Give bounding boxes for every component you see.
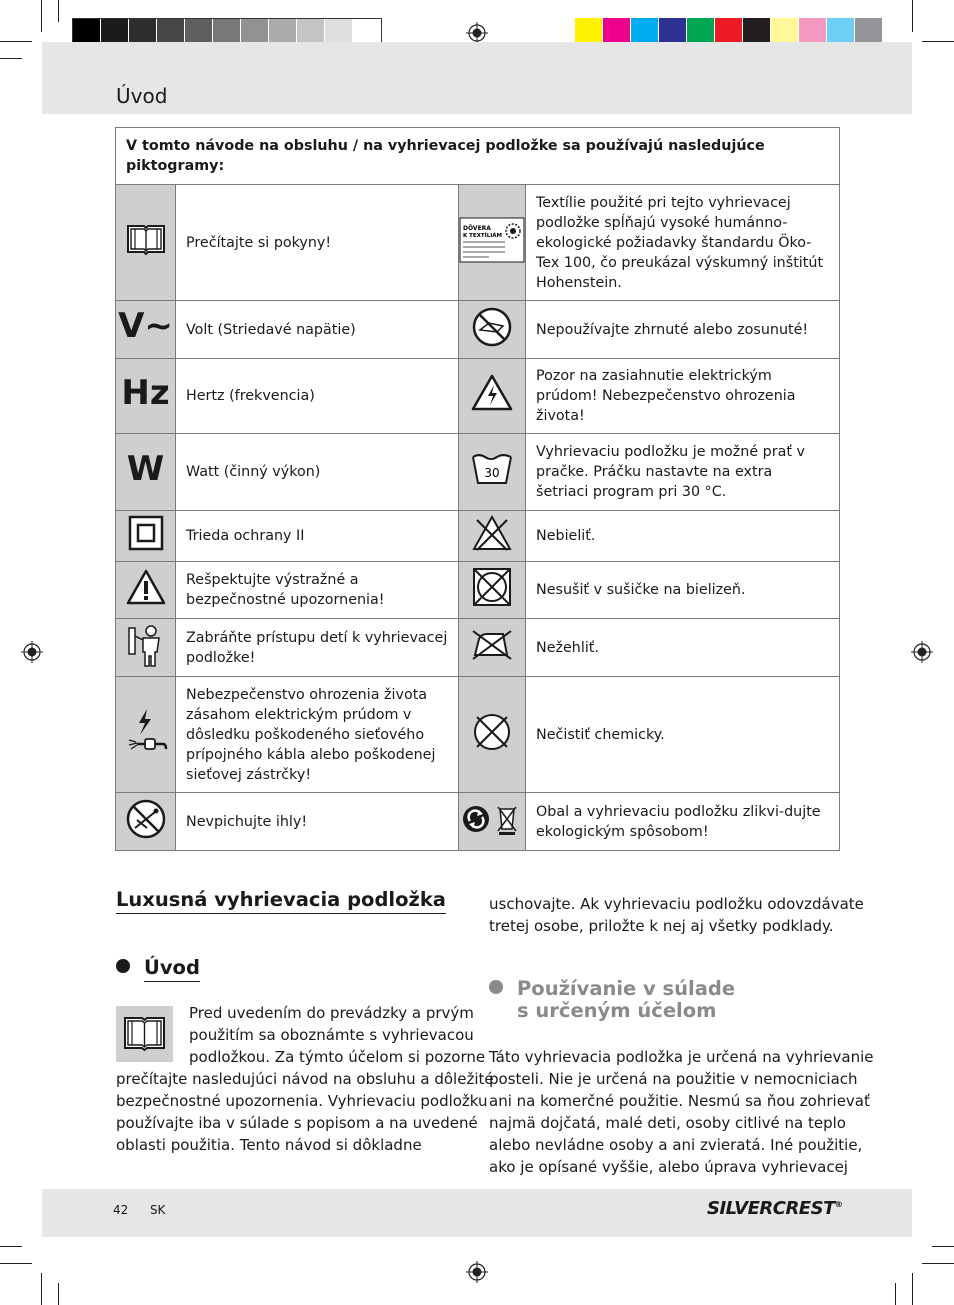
brand-name: SILVERCREST [707,1198,835,1219]
icon-cell [459,793,526,851]
keep-children-away-icon [125,622,167,668]
table-row [116,185,840,301]
registration-mark-icon [466,1261,488,1283]
crop-mark [0,58,22,59]
electric-hazard-icon [471,374,513,412]
crop-mark [912,1273,913,1305]
icon-cell [459,301,526,359]
icon-cell [459,619,526,677]
crop-mark [912,0,913,32]
icon-cell [459,562,526,619]
icon-cell [116,359,176,434]
table-row [116,677,840,793]
intro-line: podložkou. Za týmto účelom si pozorne [189,1048,486,1066]
brand-mark: ® [834,1200,843,1209]
icon-cell [459,677,526,793]
intro-line: používajte iba v súlade s popisom a na uvedené [116,1114,478,1132]
header-band [42,42,912,114]
crop-mark [922,1263,954,1264]
book-icon [116,1006,173,1062]
icon-cell [116,619,176,677]
oeko-tex-label-icon [459,217,525,263]
icon-cell [116,562,176,619]
pictogram-description: Nebezpečenstvo ohrozenia života zásahom elektrickým prúdom v dôsledku poškodeného sieťového prípojného kábla alebo poškodenej sieťovej zástrčky! [176,677,459,793]
no-iron-icon [469,627,515,663]
table-heading-row [116,128,840,185]
icon-cell [116,434,176,511]
volt-symbol: V~ [118,306,173,346]
hertz-symbol: Hz [121,372,170,413]
pictogram-description: Rešpektujte výstražné a bezpečnostné upozornenia! [176,562,459,619]
pictogram-description: Volt (Striedavé napätie) [176,301,459,359]
no-tumble-dry-icon [471,566,513,608]
continued-line: tretej osobe, priložte k nej aj všetky podklady. [489,917,834,935]
table-row [116,359,840,434]
no-bleach-icon [471,514,513,552]
bullet-icon [489,980,503,994]
table-row [116,793,840,851]
table-row [116,562,840,619]
brand-logo [707,1198,842,1219]
crop-mark [0,41,32,42]
icon-cell [459,359,526,434]
intro-line: oblasti použitia. Tento návod si dôkladne [116,1136,422,1154]
pictogram-description: Nepoužívajte zhrnuté alebo zosunuté! [526,301,840,359]
pictogram-description: Nežehliť. [526,619,840,677]
icon-cell [459,511,526,562]
crop-mark [41,0,42,32]
crop-mark [58,1283,59,1305]
registration-mark-icon [466,22,488,44]
crop-mark [922,41,954,42]
pictogram-description: Vyhrievaciu podložku je možné prať v pračke. Práčku nastavte na extra šetriaci program pri 30 °C. [526,434,840,511]
no-folded-icon [471,306,513,348]
table-heading: V tomto návode na obsluhu / na vyhrievacej podložke sa používajú nasledujúce piktogramy: [116,128,840,185]
pictogram-description: Nebieliť. [526,511,840,562]
no-dry-clean-icon [471,711,513,753]
section-title: Luxusná vyhrievacia podložka [116,888,446,914]
intro-heading [116,956,200,979]
registration-mark-icon [911,641,933,663]
pictogram-description: Nečistiť chemicky. [526,677,840,793]
page-number: 42 [113,1203,129,1217]
registration-mark-icon [21,641,43,663]
icon-cell [459,434,526,511]
usage-heading-line: Používanie v súlade [517,977,736,1000]
protection-class-ii-icon [128,515,164,551]
intro-line: použitím sa oboznámte s vyhrievacou [189,1026,474,1044]
pictogram-description: Textílie použité pri tejto vyhrievacej podložke spĺňajú vysoké humánno-ekologické požiadavky štandardu Öko-Tex 100, čo preukázal výskumný inštitút Hohenstein. [526,185,840,301]
pictogram-description: Watt (činný výkon) [176,434,459,511]
table-row [116,619,840,677]
intro-line: prečítajte nasledujúci návod na obsluhu a dôležité [116,1070,494,1088]
crop-mark [895,1283,896,1305]
continued-line: uschovajte. Ak vyhrievaciu podložku odovzdávate [489,895,864,913]
footer-page-info [113,1203,165,1217]
pictogram-description: Trieda ochrany II [176,511,459,562]
intro-line: Pred uvedením do prevádzky a prvým [189,1004,474,1022]
damaged-cable-icon [123,707,169,757]
pictogram-description: Zabráňte prístupu detí k vyhrievacej podložke! [176,619,459,677]
intro-heading-text: Úvod [144,956,200,982]
page-title: Úvod [116,84,168,108]
no-pins-icon [125,798,167,840]
warning-icon [125,568,167,606]
usage-line: Táto vyhrievacia podložka je určená na vyhrievanie [489,1048,874,1066]
usage-line: ani na komerčné použitie. Nesmú sa ňou zohrievať [489,1092,870,1110]
bullet-icon [116,959,130,973]
pictogram-description: Nevpichujte ihly! [176,793,459,851]
crop-mark [0,1263,32,1264]
icon-cell [116,511,176,562]
book-icon [125,222,167,258]
icon-cell [459,185,526,301]
pictogram-table [115,127,840,851]
usage-line: alebo nevládne osoby a ani zvieratá. Iné použitie, [489,1136,863,1154]
table-row [116,434,840,511]
icon-cell [116,301,176,359]
intro-line: bezpečnostné upozornenia. Vyhrievaciu podložku [116,1092,488,1110]
crop-mark [0,1246,22,1247]
oeko-label-line2: K TEXTÍLIÁM [463,232,503,239]
crop-mark [58,0,59,22]
pictogram-description: Obal a vyhrievaciu podložku zlikvi-dujte ekologickým spôsobom! [526,793,840,851]
wash-temp: 30 [484,466,500,480]
pictogram-description: Hertz (frekvencia) [176,359,459,434]
usage-heading [489,978,735,1022]
table-row [116,301,840,359]
recycle-icon [462,801,522,837]
usage-line: ako je opísané vyššie, alebo úprava vyhrievacej [489,1158,848,1176]
pictogram-description: Nesušiť v sušičke na bielizeň. [526,562,840,619]
crop-mark [932,1246,954,1247]
usage-line: posteli. Nie je určená na použitie v nemocniciach [489,1070,858,1088]
wash-30-icon [471,451,513,487]
icon-cell [116,677,176,793]
usage-line: najmä dojčatá, malé deti, osoby citlivé na teplo [489,1114,846,1132]
crop-mark [41,1273,42,1305]
language-code: SK [149,1203,166,1217]
watt-symbol: W [126,448,165,489]
oeko-label-line1: DÔVERA [463,224,491,232]
icon-cell [116,185,176,301]
icon-cell [116,793,176,851]
usage-heading-line: s určeným účelom [517,999,717,1022]
book-icon-box [116,1006,173,1062]
pictogram-description: Pozor na zasiahnutie elektrickým prúdom! Nebezpečenstvo ohrozenia života! [526,359,840,434]
table-row [116,511,840,562]
pictogram-description: Prečítajte si pokyny! [176,185,459,301]
